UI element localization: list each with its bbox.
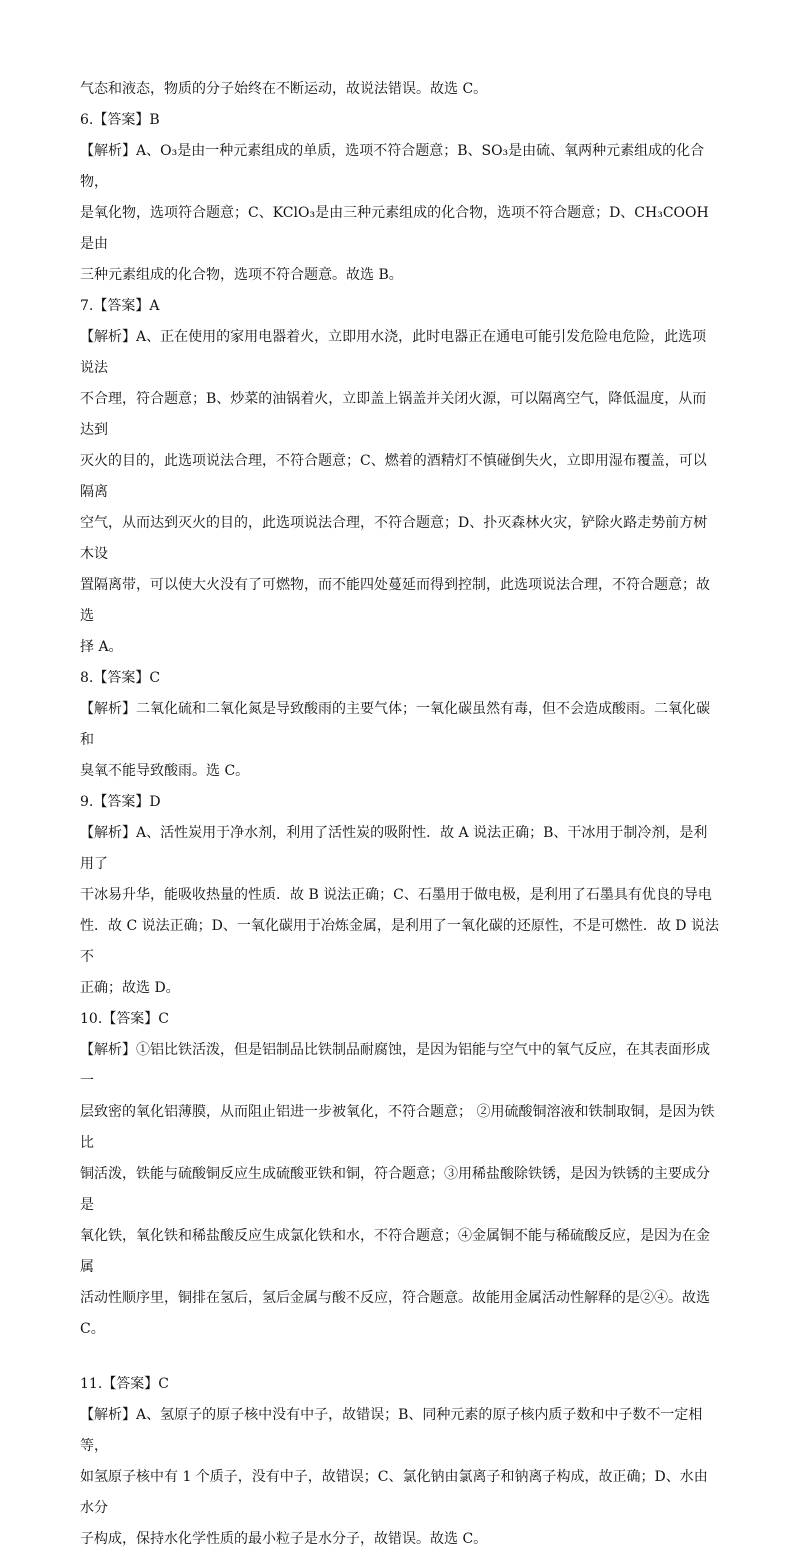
analysis-line: 灭火的目的，此选项说法合理，不符合题意；C、燃着的酒精灯不慎碰倒失火，立即用湿布覆盖，可以隔离: [80, 453, 707, 500]
analysis-line: 【解析】①铝比铁活泼，但是铝制品比铁制品耐腐蚀，是因为铝能与空气中的氧气反应，在其表面形成一: [80, 1042, 710, 1089]
answer-heading: 9.【答案】D: [80, 794, 161, 810]
analysis-line: 不合理，符合题意；B、炒菜的油锅着火，立即盖上锅盖并关闭火源，可以隔离空气，降低温度，从而达到: [80, 391, 707, 438]
answer-block-6: [80, 105, 720, 291]
analysis-line: 性．故 C 说法正确；D、一氧化碳用于冶炼金属，是利用了一氧化碳的还原性，不是可燃性．故 D 说法不: [80, 918, 719, 965]
answer-block-8: [80, 663, 720, 787]
intro-text: 气态和液态，物质的分子始终在不断运动，故说法错误。故选 C。: [80, 81, 488, 97]
analysis-line: 【解析】A、正在使用的家用电器着火，立即用水浇，此时电器正在通电可能引发危险电危险，此选项说法: [80, 329, 707, 376]
analysis-line: 【解析】A、活性炭用于净水剂，利用了活性炭的吸附性．故 A 说法正确；B、干冰用于制冷剂，是利用了: [80, 825, 708, 872]
analysis-line: 活动性顺序里，铜排在氢后，氢后金属与酸不反应，符合题意。故能用金属活动性解释的是②④。故选 C。: [80, 1290, 710, 1337]
answer-content: [80, 74, 720, 1555]
answer-block-11: [80, 1369, 720, 1555]
answer-heading: 6.【答案】B: [80, 112, 160, 128]
answer-heading: 7.【答案】A: [80, 298, 160, 314]
analysis-line: 子构成，保持水化学性质的最小粒子是水分子，故错误。故选 C。: [80, 1531, 488, 1547]
analysis-line: 是氧化物，选项符合题意；C、KClO₃是由三种元素组成的化合物，选项不符合题意；D、CH₃COOH 是由: [80, 205, 709, 252]
analysis-line: 空气，从而达到灭火的目的，此选项说法合理，不符合题意；D、扑灭森林火灾，铲除火路走势前方树木设: [80, 515, 708, 562]
analysis-line: 臭氧不能导致酸雨。选 C。: [80, 763, 250, 779]
answer-block-10: [80, 1004, 720, 1345]
answer-heading: 10.【答案】C: [80, 1011, 169, 1027]
answer-block-7: [80, 291, 720, 663]
analysis-line: 干冰易升华，能吸收热量的性质．故 B 说法正确；C、石墨用于做电极，是利用了石墨具有优良的导电: [80, 887, 712, 903]
section-gap: [80, 1345, 720, 1369]
analysis-line: 【解析】A、氢原子的原子核中没有中子，故错误；B、同种元素的原子核内质子数和中子数不一定相等，: [80, 1407, 703, 1454]
analysis-line: 层致密的氧化铝薄膜，从而阻止铝进一步被氧化，不符合题意； ②用硫酸铜溶液和铁制取铜，是因为铁比: [80, 1104, 715, 1151]
analysis-line: 氧化铁，氧化铁和稀盐酸反应生成氯化铁和水，不符合题意；④金属铜不能与稀硫酸反应，是因为在金属: [80, 1228, 710, 1275]
analysis-line: 【解析】A、O₃是由一种元素组成的单质，选项不符合题意；B、SO₃是由硫、氧两种元素组成的化合物，: [80, 143, 705, 190]
answer-block-9: [80, 787, 720, 1004]
analysis-line: 正确；故选 D。: [80, 980, 180, 996]
analysis-line: 置隔离带，可以使大火没有了可燃物，而不能四处蔓延而得到控制，此选项说法合理，不符合题意；故选: [80, 577, 710, 624]
answer-heading: 11.【答案】C: [80, 1376, 169, 1392]
analysis-line: 【解析】二氧化硫和二氧化氮是导致酸雨的主要气体；一氧化碳虽然有毒，但不会造成酸雨。二氧化碳和: [80, 701, 710, 748]
analysis-line: 择 A。: [80, 639, 123, 655]
analysis-line: 如氢原子核中有 1 个质子，没有中子，故错误；C、氯化钠由氯离子和钠离子构成，故正确；D、水由水分: [80, 1469, 708, 1516]
analysis-line: 铜活泼，铁能与硫酸铜反应生成硫酸亚铁和铜，符合题意；③用稀盐酸除铁锈，是因为铁锈的主要成分是: [80, 1166, 710, 1213]
answer-heading: 8.【答案】C: [80, 670, 161, 686]
analysis-line: 三种元素组成的化合物，选项不符合题意。故选 B。: [80, 267, 403, 283]
